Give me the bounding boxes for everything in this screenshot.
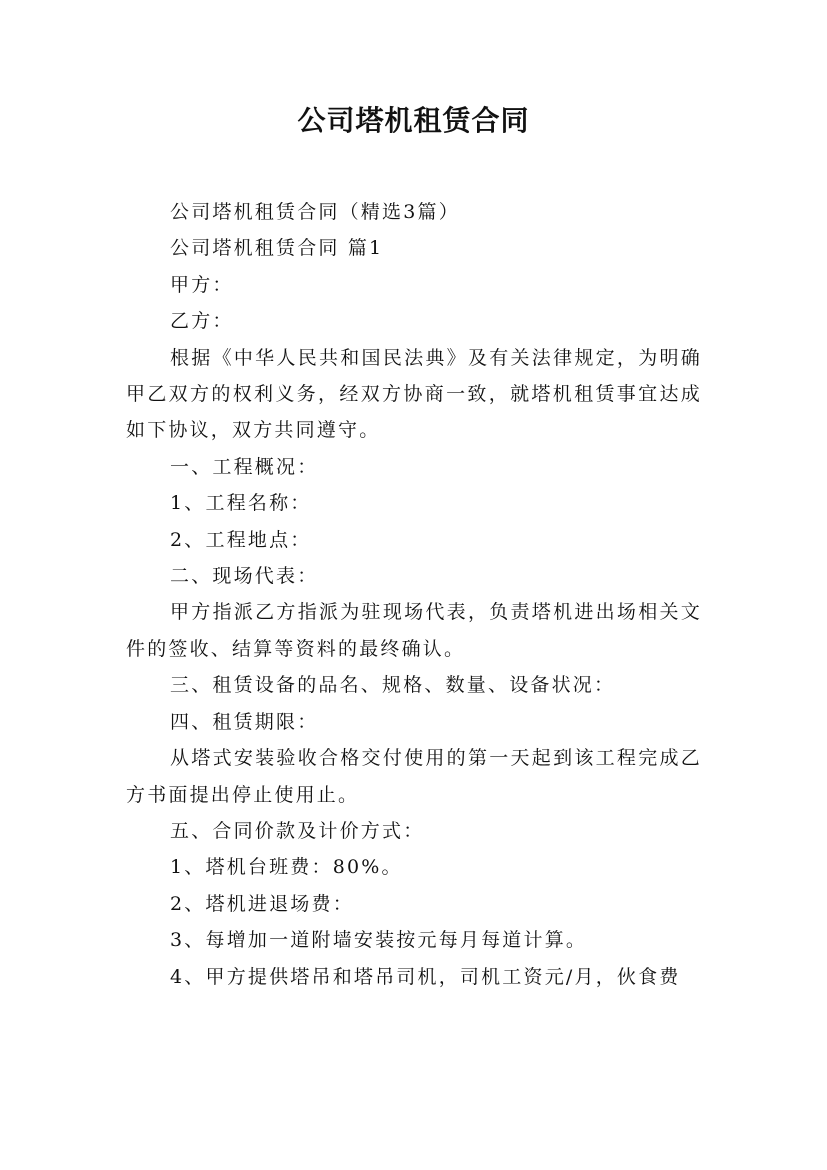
paragraph-heading-project-overview: 一、工程概况： bbox=[170, 455, 319, 478]
paragraph-shift-fee: 1、塔机台班费：80%。 bbox=[170, 856, 403, 879]
paragraph-entry-exit-fee: 2、塔机进退场费： bbox=[170, 892, 354, 915]
paragraph-party-b: 乙方： bbox=[170, 310, 234, 333]
paragraph-heading-price: 五、合同价款及计价方式： bbox=[170, 819, 425, 842]
paragraph-site-representative: 甲方指派乙方指派为驻现场代表，负责塔机进出场相关文件的签收、结算等资料的最终确认。 bbox=[126, 601, 702, 660]
paragraph-wall-attachment-fee: 3、每增加一道附墙安装按元每月每道计算。 bbox=[170, 929, 588, 952]
paragraph-party-a: 甲方： bbox=[170, 273, 234, 296]
paragraph-subtitle: 公司塔机租赁合同（精选3篇） bbox=[170, 201, 460, 223]
document-title: 公司塔机租赁合同 bbox=[297, 104, 530, 137]
paragraph-heading-site-representative: 二、现场代表： bbox=[170, 565, 319, 588]
paragraph-preamble: 根据《中华人民共和国民法典》及有关法律规定，为明确甲乙双方的权利义务，经双方协商一致，就塔机租赁事宜达成如下协议，双方共同遵守。 bbox=[126, 346, 702, 442]
paragraph-operator-wage: 4、甲方提供塔吊和塔吊司机，司机工资元/月，伙食费 bbox=[170, 965, 681, 988]
paragraph-heading-lease-term: 四、租赁期限： bbox=[170, 710, 319, 733]
paragraph-project-location: 2、工程地点： bbox=[170, 528, 312, 551]
paragraph-lease-term: 从塔式安装验收合格交付使用的第一天起到该工程完成乙方书面提出停止使用止。 bbox=[126, 747, 702, 806]
paragraph-project-name: 1、工程名称： bbox=[170, 492, 312, 515]
document-body bbox=[126, 194, 702, 995]
paragraph-heading-equipment: 三、租赁设备的品名、规格、数量、设备状况： bbox=[170, 674, 616, 697]
paragraph-section-heading: 公司塔机租赁合同 篇1 bbox=[170, 237, 384, 260]
